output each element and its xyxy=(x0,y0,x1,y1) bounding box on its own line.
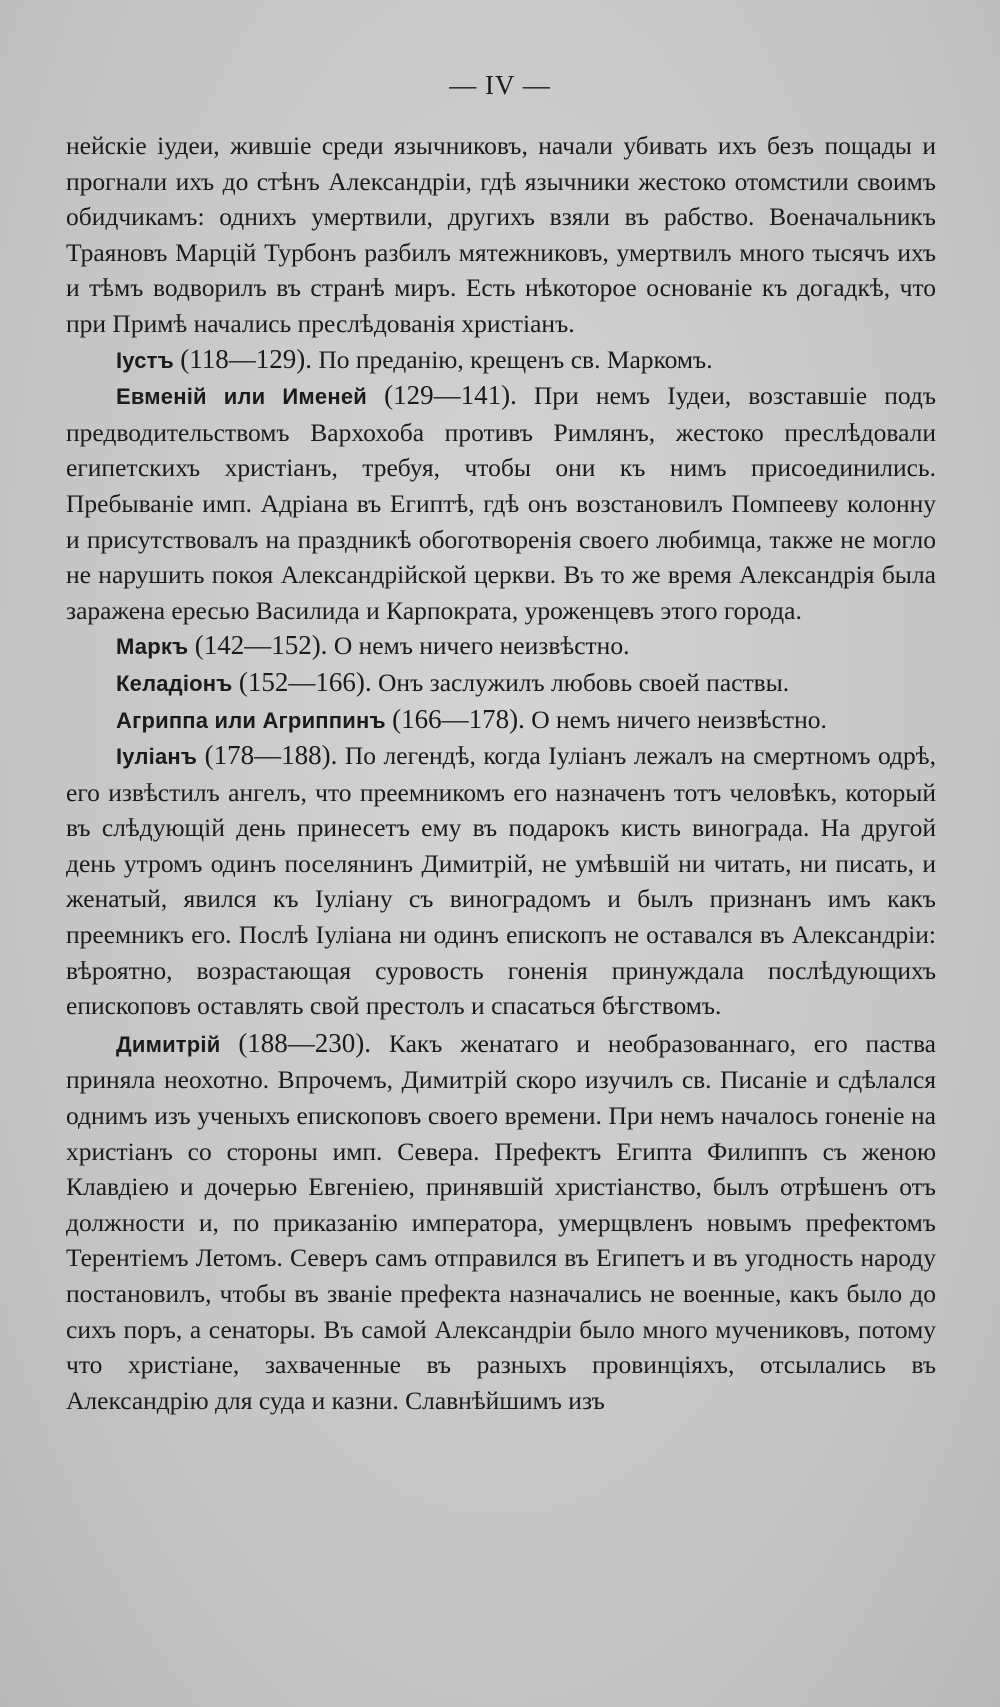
paragraph-text: О немъ ничего неизвѣстно. xyxy=(531,704,827,734)
entry-iust xyxy=(66,342,936,379)
bishop-dates: (178—188). xyxy=(204,740,338,771)
bishop-dates: (142—152). xyxy=(194,630,328,661)
bishop-dates: (129—141). xyxy=(384,380,517,411)
bishop-name: Евменій или Именей xyxy=(116,384,367,410)
entry-agrippa xyxy=(66,702,936,739)
bishop-dates: (118—129). xyxy=(180,343,312,374)
bishop-name: Маркъ xyxy=(116,634,189,660)
entry-mark xyxy=(66,628,936,665)
paragraph-text: нейскіе іудеи, жившіе среди язычниковъ, начали убивать ихъ безъ пощады и прогнали ихъ до стѣнъ Александріи, гдѣ язычники жестоко отомстили своимъ обидчикамъ: однихъ умертвили, другихъ взяли въ рабство. Военачальникъ Траяновъ Марцій Турбонъ разбилъ мятежниковъ, умертвилъ много тысячъ ихъ и тѣмъ водворилъ въ странѣ миръ. Есть нѣкоторое основаніе къ догадкѣ, что при Примѣ начались преслѣдованія христіанъ. xyxy=(66,131,936,338)
bishop-name: Димитрій xyxy=(116,1031,221,1057)
bishop-name: Іуліанъ xyxy=(116,744,198,770)
bishop-dates: (152—166). xyxy=(238,666,372,697)
bishop-name: Іустъ xyxy=(116,347,174,373)
page-body xyxy=(66,128,936,1418)
bishop-name: Келадіонъ xyxy=(116,670,233,696)
paragraph-text: О немъ ничего неизвѣстно. xyxy=(333,631,630,661)
paragraph-text: Онъ заслужилъ любовь своей паствы. xyxy=(378,667,790,697)
entry-dimitriy xyxy=(66,1026,936,1419)
page-number: — IV — xyxy=(449,70,551,100)
paragraph-text: При немъ Іудеи, возставшіе подъ предводительствомъ Вархохоба противъ Римлянъ, жестоко преслѣдовали египетскихъ христіанъ, требуя, чтобы они къ нимъ присоединились. Пребываніе имп. Адріана въ Египтѣ, гдѣ онъ возстановилъ Помпееву колонну и присутствовалъ на праздникѣ обоготворенія своего любимца, также не могло не нарушить покоя Александрійской церкви. Въ то же время Александрія была заражена ересью Василида и Карпократа, уроженцевъ этого города. xyxy=(66,381,937,625)
bishop-dates: (188—230). xyxy=(238,1027,372,1058)
paragraph-continuation xyxy=(66,128,936,342)
entry-iulian xyxy=(66,738,936,1024)
bishop-dates: (166—178). xyxy=(392,703,525,734)
entry-evmeniy xyxy=(66,378,936,628)
paragraph-text: По легендѣ, когда Іуліанъ лежалъ на смертномъ одрѣ, его извѣстилъ ангелъ, что преемникомъ его назначенъ тотъ человѣкъ, который въ слѣдующій день принесетъ ему въ подарокъ кисть винограда. На другой день утромъ одинъ поселянинъ Димитрій, не умѣвшій ни читать, ни писать, и женатый, явился къ Іуліану съ виноградомъ и былъ признанъ имъ какъ преемникъ его. Послѣ Іуліана ни одинъ епископъ не оставался въ Александріи: вѣроятно, возрастающая суровость гоненія принуждала послѣдующихъ епископовъ оставлять свой престолъ и спасаться бѣгствомъ. xyxy=(66,741,936,1021)
bishop-name: Агриппа или Агриппинъ xyxy=(116,707,386,733)
paragraph-text: Какъ женатаго и необразованнаго, его паства приняла неохотно. Впрочемъ, Димитрій скоро изучилъ св. Писаніе и сдѣлался однимъ изъ ученыхъ епископовъ своего времени. При немъ началось гоненіе на христіанъ со стороны имп. Севера. Префектъ Египта Филиппъ съ женою Клавдіею и дочерью Евгеніею, принявшій христіанство, былъ отрѣшенъ отъ должности и, по приказанію императора, умерщвленъ новымъ префектомъ Терентіемъ Летомъ. Северъ самъ отправился въ Египетъ и въ угодность народу постановилъ, чтобы въ званіе префекта назначались не военные, какъ было до сихъ поръ, а сенаторы. Въ самой Александріи было много мучениковъ, потому что христіане, захваченные въ разныхъ провинціяхъ, отсылались въ Александрію для суда и казни. Славнѣйшимъ изъ xyxy=(66,1028,936,1415)
paragraph-text: По преданію, крещенъ св. Маркомъ. xyxy=(318,344,713,374)
entry-keladion xyxy=(66,665,936,702)
